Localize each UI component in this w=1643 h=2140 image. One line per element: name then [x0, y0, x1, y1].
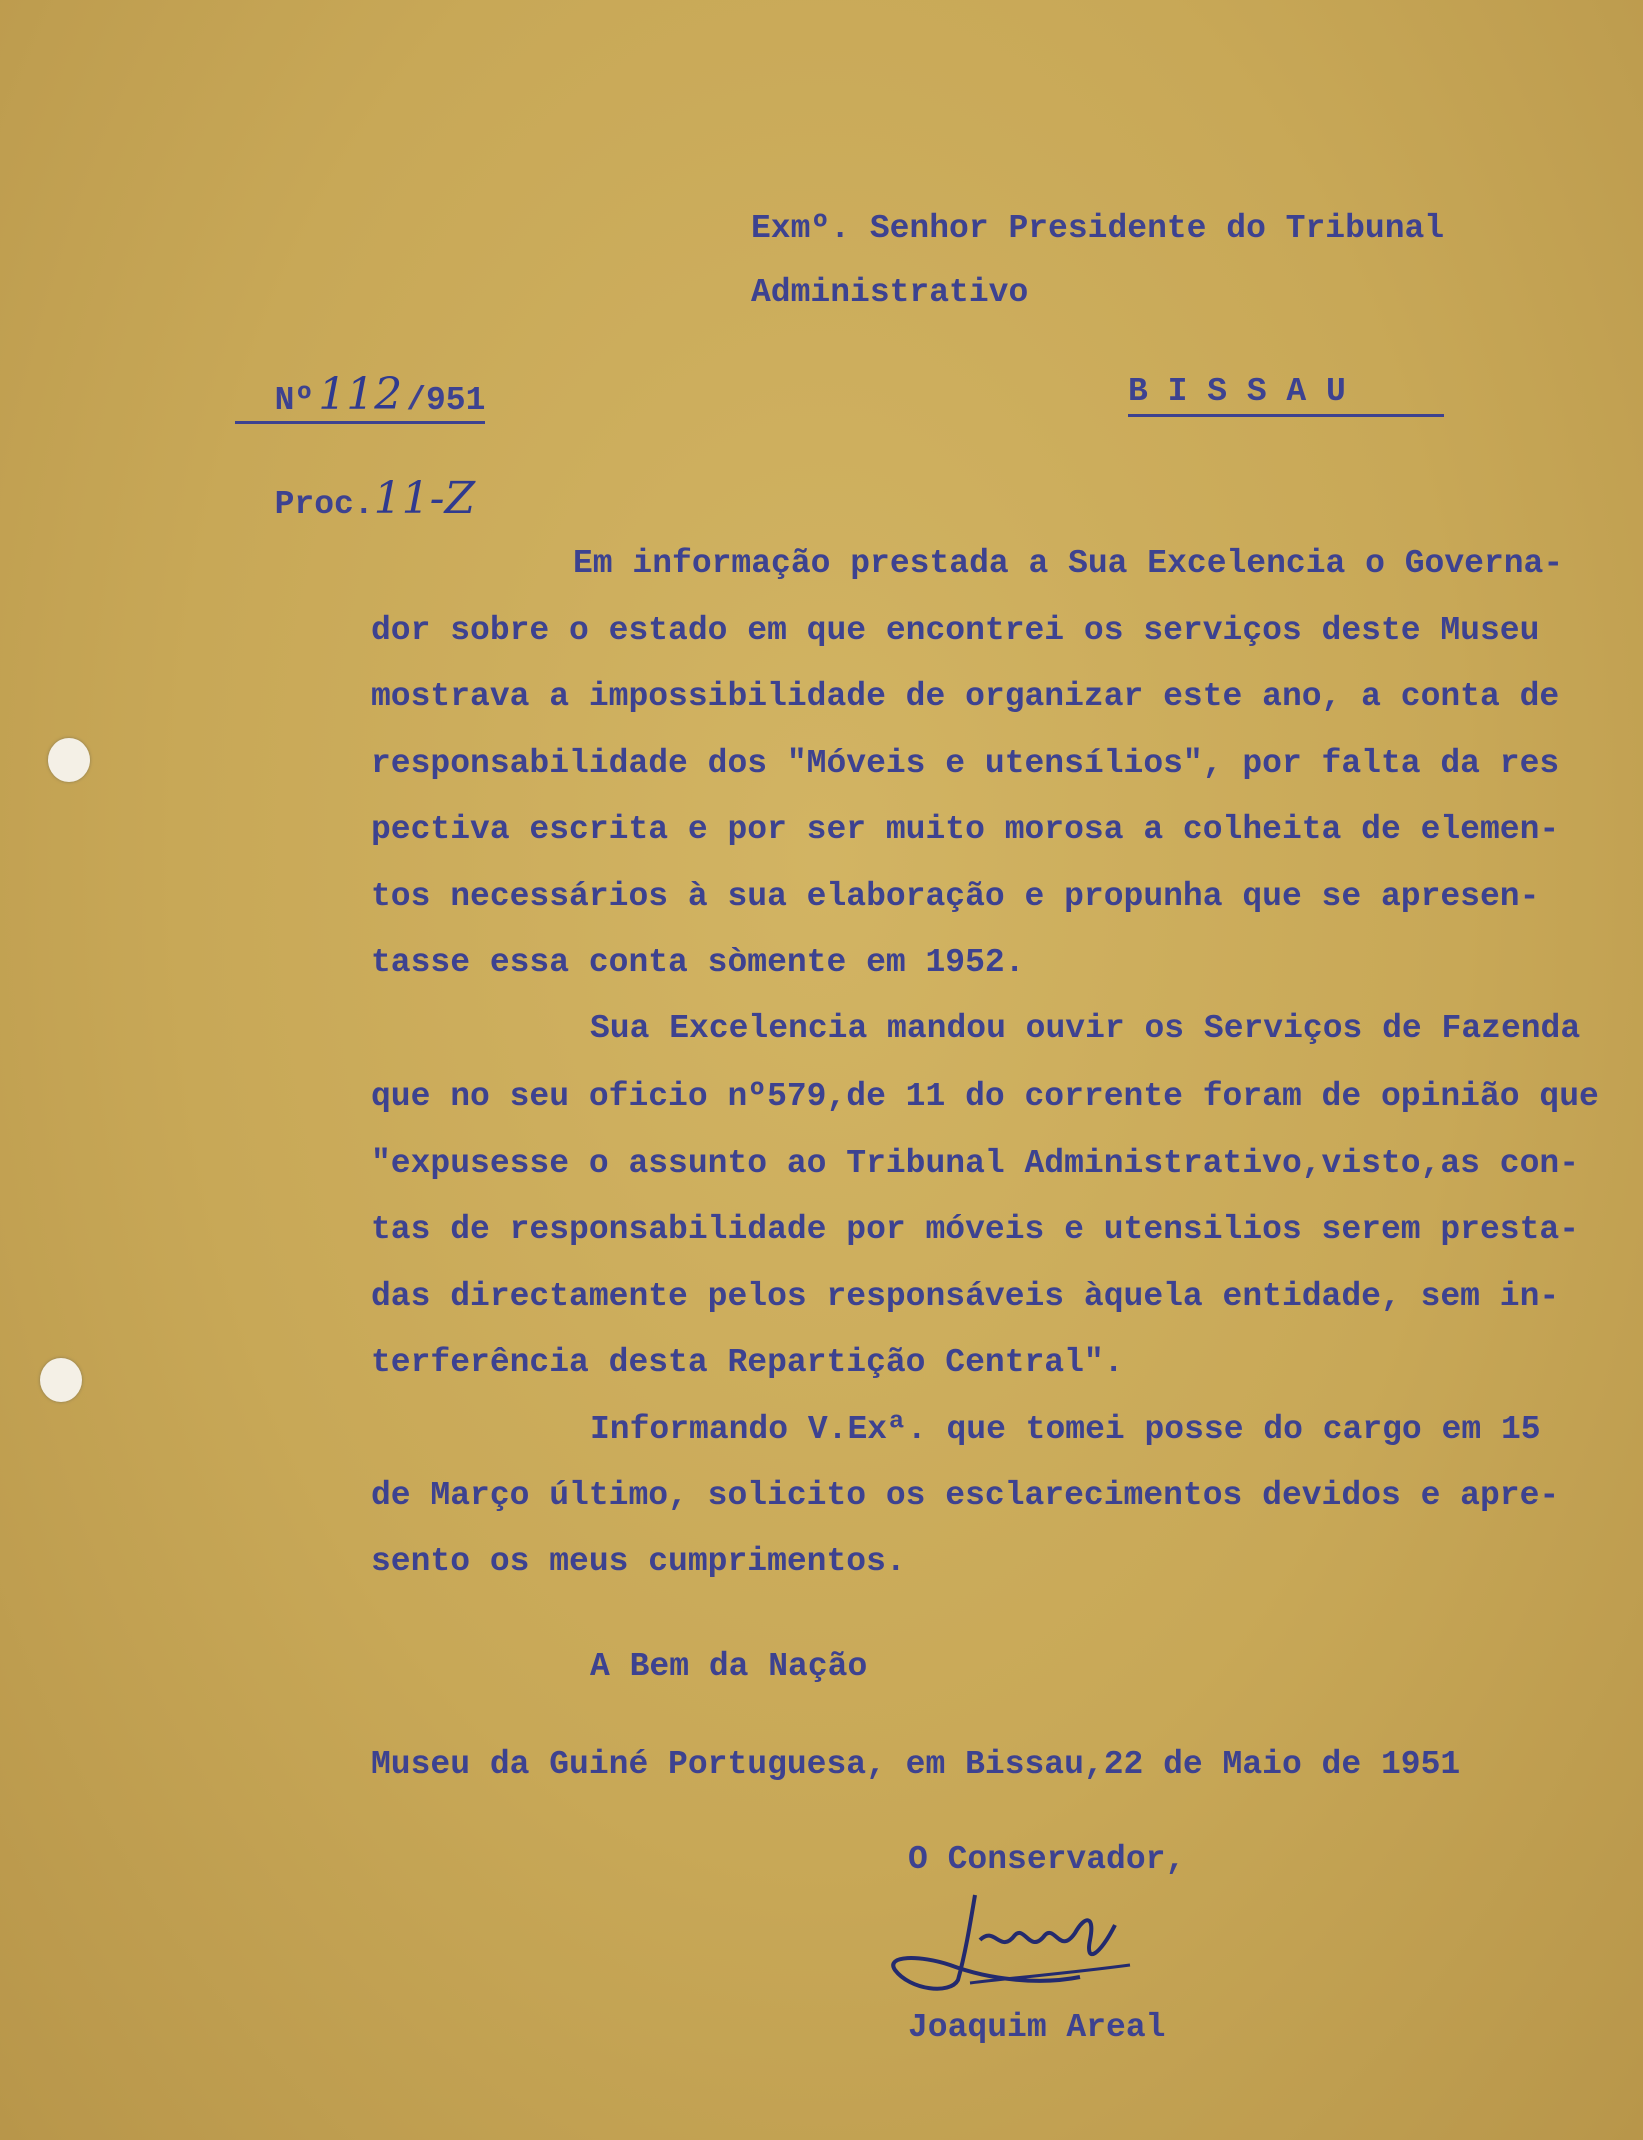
body-line: terferência desta Repartição Central".: [371, 1344, 1124, 1381]
process-reference: [235, 444, 476, 524]
number-year: /951: [406, 382, 486, 419]
signature: [880, 1885, 1180, 2005]
number-label: Nº: [274, 382, 315, 419]
handwritten-proc: 11-Z: [373, 473, 476, 524]
body-line: pectiva escrita e por ser muito morosa a colheita de elemen-: [371, 811, 1560, 848]
signatory-name: Joaquim Areal: [908, 2009, 1166, 2046]
body-line: Informando V.Exª. que tomei posse do cargo em 15: [590, 1411, 1541, 1448]
punch-hole: [48, 738, 90, 782]
handwritten-number: 112: [318, 369, 403, 420]
body-line: sento os meus cumprimentos.: [371, 1543, 906, 1580]
body-line: Em informação prestada a Sua Excelencia o Governa-: [573, 545, 1564, 582]
addressee-line-2: Administrativo: [751, 274, 1029, 311]
body-line: mostrava a impossibilidade de organizar este ano, a conta de: [371, 678, 1560, 715]
body-line: dor sobre o estado em que encontrei os serviços deste Museu: [371, 612, 1540, 649]
place-date: Museu da Guiné Portuguesa, em Bissau,22 de Maio de 1951: [371, 1746, 1461, 1783]
signatory-title: O Conservador,: [908, 1841, 1186, 1878]
body-line: responsabilidade dos "Móveis e utensílios", por falta da res: [371, 745, 1560, 782]
body-line: das directamente pelos responsáveis àquela entidade, sem in-: [371, 1278, 1560, 1315]
body-line: Sua Excelencia mandou ouvir os Serviços de Fazenda: [590, 1010, 1581, 1047]
city: B I S S A U: [1128, 375, 1444, 417]
body-line: tos necessários à sua elaboração e propunha que se apresen-: [371, 878, 1540, 915]
body-line: "expusesse o assunto ao Tribunal Administrativo,visto,as con-: [371, 1145, 1579, 1182]
body-line: de Março último, solicito os esclarecimentos devidos e apre-: [371, 1477, 1560, 1514]
punch-hole: [40, 1358, 82, 1402]
proc-label: Proc.: [274, 486, 374, 523]
addressee-line-1: Exmº. Senhor Presidente do Tribunal: [751, 210, 1445, 247]
body-line: tasse essa conta sòmente em 1952.: [371, 944, 1025, 981]
body-line: tas de responsabilidade por móveis e utensilios serem presta-: [371, 1211, 1579, 1248]
salutation: A Bem da Nação: [590, 1648, 868, 1685]
reference-number: [235, 340, 485, 424]
signature-mark: [880, 1885, 1180, 2005]
body-line: que no seu oficio nº579,de 11 do corrente foram de opinião que: [371, 1078, 1599, 1115]
